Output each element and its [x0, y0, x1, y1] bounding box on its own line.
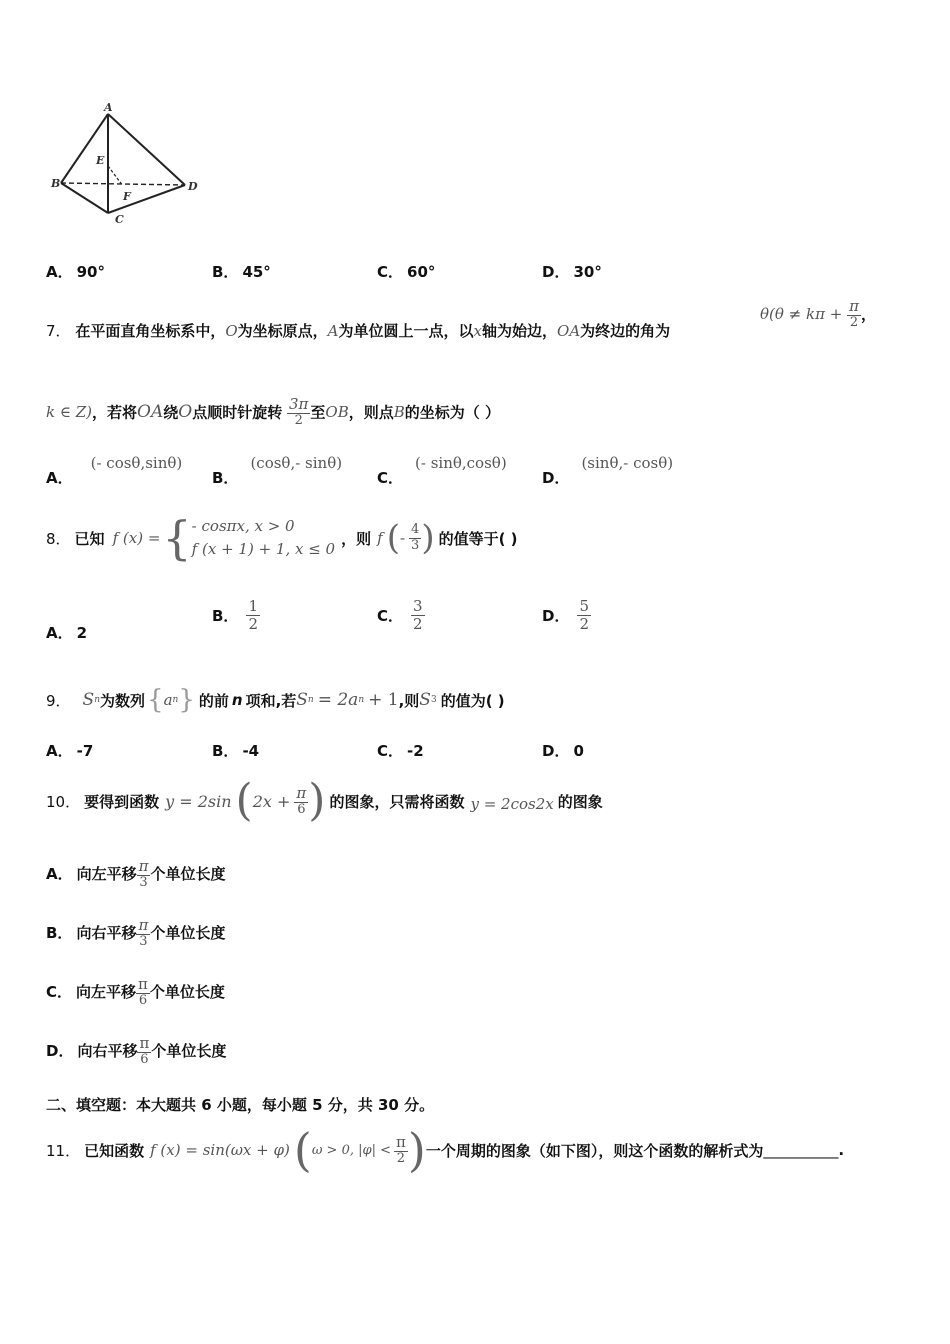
q9-option-d: D． 0 — [542, 742, 584, 760]
q10-option-d: D． 向右平移 $\frac{\pi}{6}$ 个单位长度 — [46, 1034, 227, 1067]
label-F: F — [123, 190, 131, 203]
q10-option-b: B． 向右平移 $\frac{\pi}{3}$ 个单位长度 — [46, 916, 226, 949]
q7-option-d: D．(sinθ,- cosθ) — [542, 454, 674, 487]
label-A: A — [104, 101, 113, 114]
q7-option-c: C．(- sinθ,cosθ) — [377, 454, 507, 487]
q9-option-b: B． -4 — [212, 742, 260, 760]
q7-option-a: A．(- cosθ,sinθ) — [46, 454, 183, 487]
q8-question: 8． 已知 f (x) = { - cosπx, x > 0 f (x + 1) + 1, x ≤ 0 ，则 f ( - $\frac{4}{3}$ ) 的值等于( ) — [46, 511, 518, 565]
q10-option-a: A． 向左平移 $\frac{\pi}{3}$ 个单位长度 — [46, 857, 226, 890]
edge-AD — [108, 114, 185, 185]
q8-option-d: D． $\frac{5}{2}$ — [542, 597, 589, 633]
q8-option-c: C． $\frac{3}{2}$ — [377, 597, 423, 633]
segment-EF — [108, 166, 123, 186]
q7-theta-expr: θ(θ ≠ kπ + $\frac{\pi}{2}$ ， — [760, 297, 876, 330]
q11-question: 11． 已知函数 f (x) = sin(ωx + φ) ( ω > 0, |φ| < $\frac{\pi}{2}$ ) 一个周期的图象（如下图），则这个函数的解析式为 __________ . — [46, 1123, 845, 1177]
q6-option-d: D． 30° — [542, 263, 602, 281]
q9-option-a: A． -7 — [46, 742, 94, 760]
q7-line1: 7． 在平面直角坐标系中，O为坐标原点，A为单位圆上一点，以x轴为始边，OA为终边的角为 — [46, 322, 671, 340]
q10-question: 10． 要得到函数 y = 2sin ( 2x + $\frac{\pi}{6}$ ) 的图象，只需将函数 y = 2cos2x 的图象 — [46, 775, 603, 826]
q6-option-a: A． 90° — [46, 263, 105, 281]
q7-option-b: B．(cosθ,- sinθ) — [212, 454, 343, 487]
label-D: D — [188, 180, 198, 193]
q9-question: 9． S n 为数列 { a n } 的前 n 项和,若 S n = 2a n + 1 ,则 S 3 的值为( ) — [46, 685, 505, 715]
label-E: E — [96, 154, 105, 167]
edge-BD — [61, 183, 185, 185]
edge-CD — [108, 185, 185, 213]
label-C: C — [115, 213, 124, 226]
q9-option-c: C． -2 — [377, 742, 424, 760]
q7-line2: k ∈ Z)，若将OA绕O点顺时针旋转 $\frac{3\pi}{2}$ 至OB，则点B的坐标为（ ） — [46, 395, 501, 428]
q8-option-b: B． $\frac{1}{2}$ — [212, 597, 258, 633]
q6-option-c: C． 60° — [377, 263, 436, 281]
q6-option-b: B． 45° — [212, 263, 271, 281]
q8-option-a: A． 2 — [46, 624, 88, 642]
edge-BC — [61, 183, 108, 213]
q10-option-c: C． 向左平移 $\frac{\pi}{6}$ 个单位长度 — [46, 975, 225, 1008]
section2-heading: 二、填空题：本大题共 6 小题，每小题 5 分，共 30 分。 — [46, 1096, 435, 1114]
label-B: B — [51, 177, 61, 190]
tetrahedron-figure — [45, 100, 215, 230]
edge-AB — [61, 114, 108, 183]
